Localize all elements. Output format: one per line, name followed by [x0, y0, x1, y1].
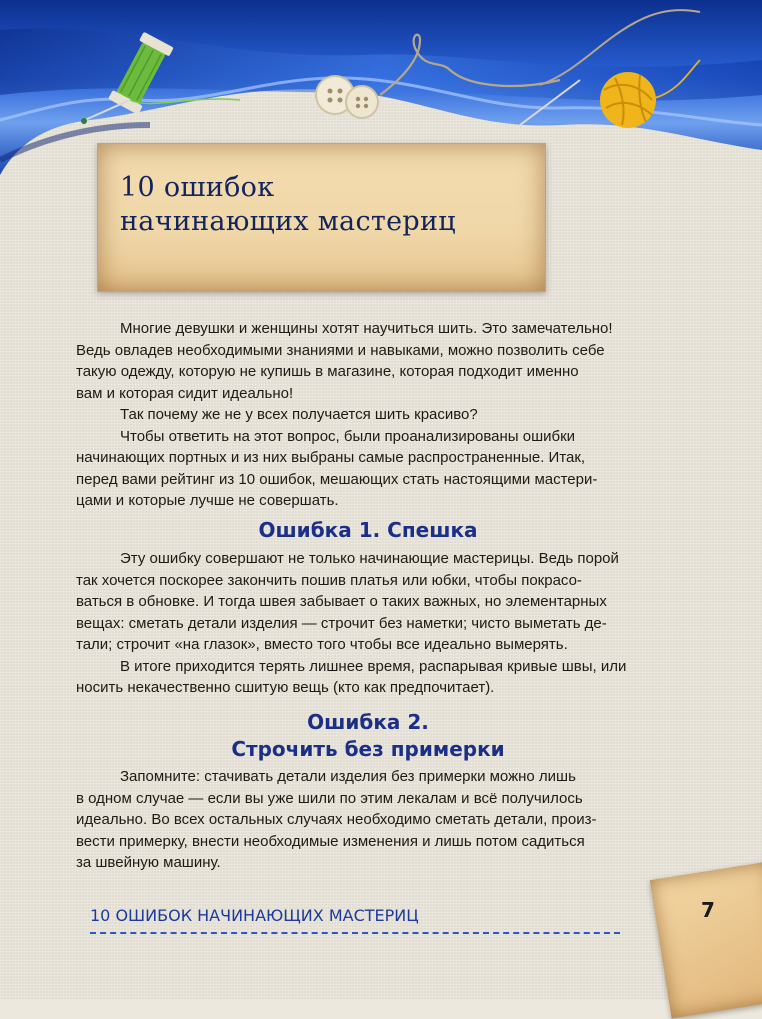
- page-number: 7: [701, 898, 715, 922]
- page-title-line-2: начинающих мастериц: [120, 206, 456, 237]
- text-line: носить некачественно сшитую вещь (кто как предпочитает).: [76, 679, 495, 696]
- intro-paragraph-1: [76, 318, 638, 404]
- title-card: [97, 143, 546, 292]
- text-line: вести примерку, внести необходимые изменения и лишь потом садиться: [76, 832, 585, 850]
- text-line: тали; строчит «на глазок», вместо того чтобы все идеально вымерять.: [76, 636, 568, 653]
- page-title-line-1: 10 ошибок: [120, 172, 275, 203]
- text-line: такую одежду, которую не купишь в магазине, которая подходит именно: [76, 363, 579, 380]
- text-line: вещах: сметать детали изделия — строчит без наметки; чисто выметать де-: [76, 614, 607, 632]
- text-line: ваться в обновке. И тогда швея забывает о таких важных, но элементарных: [76, 593, 607, 610]
- text-line: Многие девушки и женщины хотят научиться шить. Это замечательно!: [120, 320, 613, 337]
- intro-paragraph-3: [76, 426, 638, 512]
- mistake-2-text: [76, 766, 638, 874]
- text-line: Ведь овладев необходимыми знаниями и навыками, можно позволить себе: [76, 341, 605, 359]
- mistake-2-heading-line-2: Строчить без примерки: [231, 737, 505, 761]
- mistake-1-heading: Ошибка 1. Спешка: [258, 518, 478, 542]
- text-line: вам и которая сидит идеально!: [76, 384, 294, 402]
- text-line: идеально. Во всех остальных случаях необходимо сметать детали, произ-: [76, 811, 597, 828]
- text-line: за швейную машину.: [76, 854, 221, 871]
- mistake-1-paragraph-2: [76, 656, 638, 699]
- mistake-1-text: [76, 548, 638, 699]
- running-footer-title: 10 ОШИБОК НАЧИНАЮЩИХ МАСТЕРИЦ: [90, 906, 419, 925]
- text-line: Эту ошибку совершают не только начинающие мастерицы. Ведь порой: [120, 550, 619, 567]
- text-line: так хочется поскорее закончить пошив платья или юбки, чтобы покрасо-: [76, 571, 582, 589]
- footer-dashed-rule: [90, 932, 620, 934]
- intro-text: [76, 318, 638, 512]
- text-line: цами и которые лучше не совершать.: [76, 492, 339, 509]
- mistake-2-heading-line-1: Ошибка 2.: [307, 710, 429, 734]
- mistake-2-paragraph-1: [76, 766, 638, 874]
- text-line: Запомните: стачивать детали изделия без примерки можно лишь: [120, 768, 576, 785]
- text-line: В итоге приходится терять лишнее время, распарывая кривые швы, или: [120, 657, 627, 675]
- mistake-1-paragraph-1: [76, 548, 638, 656]
- text-line: Чтобы ответить на этот вопрос, были проанализированы ошибки: [120, 427, 576, 445]
- text-line: начинающих портных и из них выбраны самые распространенные. Итак,: [76, 449, 586, 466]
- text-line: перед вами рейтинг из 10 ошибок, мешающих стать настоящими мастери-: [76, 470, 598, 488]
- text-line: в одном случае — если вы уже шили по этим лекалам и всё получилось: [76, 789, 583, 807]
- intro-paragraph-2: Так почему же не у всех получается шить красиво?: [120, 406, 478, 423]
